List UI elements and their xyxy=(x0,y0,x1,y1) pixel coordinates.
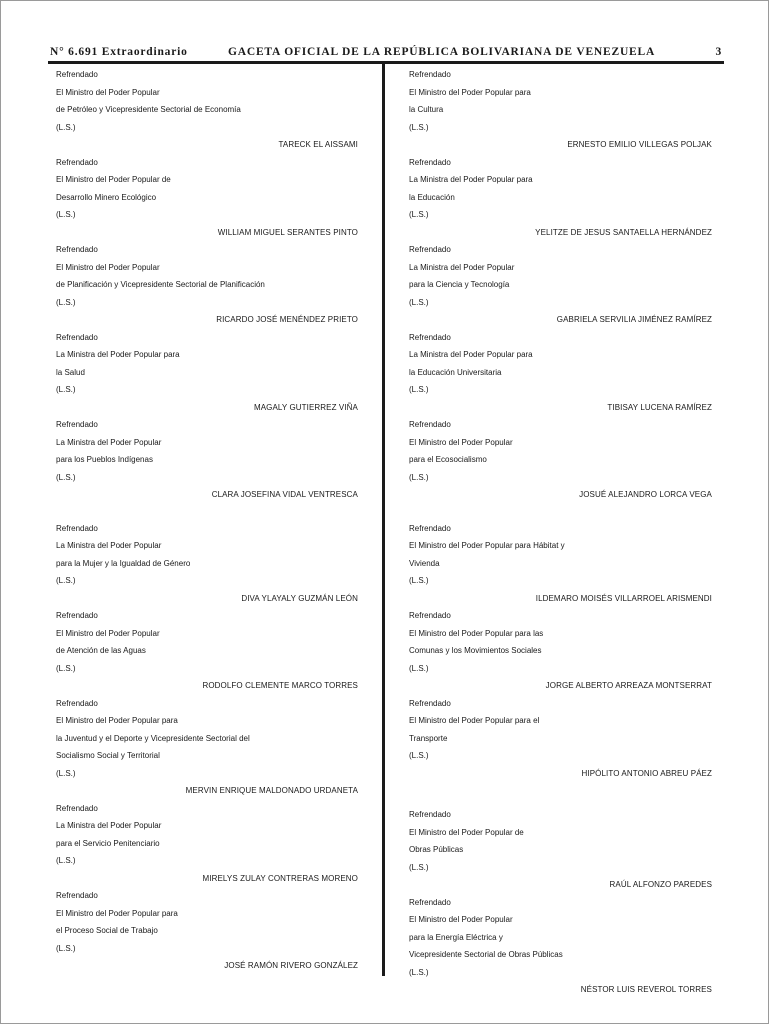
page-number: 3 xyxy=(715,46,722,58)
refrendado-label: Refrendado xyxy=(56,70,98,79)
minister-name: MERVIN ENRIQUE MALDONADO URDANETA xyxy=(185,786,358,795)
ministry-line: Desarrollo Minero Ecológico xyxy=(56,192,157,202)
seal-label: (L.S.) xyxy=(56,856,76,865)
signature-block xyxy=(56,66,358,154)
refrendado-label: Refrendado xyxy=(56,698,98,708)
signature-block xyxy=(409,894,712,999)
seal-label: (L.S.) xyxy=(56,472,76,482)
seal-label: (L.S.) xyxy=(409,297,429,307)
refrendado-label: Refrendado xyxy=(56,245,98,254)
seal-label: (L.S.) xyxy=(56,943,76,953)
ministry-line: El Ministro del Poder Popular xyxy=(56,87,160,97)
issue-number: N° 6.691 Extraordinario xyxy=(50,46,188,58)
minister-name: JORGE ALBERTO ARREAZA MONTSERRAT xyxy=(545,681,712,690)
ministry-line: El Ministro del Poder Popular xyxy=(409,437,513,447)
refrendado-label: Refrendado xyxy=(409,157,451,167)
seal-label: (L.S.) xyxy=(409,122,429,132)
refrendado-label: Refrendado xyxy=(409,70,451,79)
ministry-line: Vivienda xyxy=(409,558,440,568)
minister-name: ERNESTO EMILIO VILLEGAS POLJAK xyxy=(567,140,712,149)
right-column xyxy=(409,66,712,999)
signature-block xyxy=(409,520,712,608)
spacer xyxy=(409,782,712,806)
ministry-line: Socialismo Social y Territorial xyxy=(56,751,160,760)
ministry-line: Obras Públicas xyxy=(409,845,464,854)
refrendado-label: Refrendado xyxy=(56,611,98,620)
minister-name: GABRIELA SERVILIA JIMÉNEZ RAMÍREZ xyxy=(556,315,712,324)
refrendado-label: Refrendado xyxy=(409,332,451,342)
signature-block xyxy=(56,800,358,888)
minister-name: CLARA JOSEFINA VIDAL VENTRESCA xyxy=(211,490,358,499)
ministry-line: para el Ecosocialismo xyxy=(409,455,487,464)
refrendado-label: Refrendado xyxy=(409,523,451,533)
seal-label: (L.S.) xyxy=(56,210,76,219)
signature-block xyxy=(409,329,712,417)
seal-label: (L.S.) xyxy=(56,768,76,778)
ministry-line: El Ministro del Poder Popular de xyxy=(56,175,171,184)
ministry-line: el Proceso Social de Trabajo xyxy=(56,926,158,935)
ministry-line: de Atención de las Aguas xyxy=(56,646,146,655)
minister-name: MIRELYS ZULAY CONTRERAS MORENO xyxy=(202,873,358,883)
signature-block xyxy=(56,241,358,329)
seal-label: (L.S.) xyxy=(409,751,429,760)
ministry-line: Comunas y los Movimientos Sociales xyxy=(409,646,542,655)
seal-label: (L.S.) xyxy=(409,576,429,585)
seal-label: (L.S.) xyxy=(56,385,76,394)
gazette-title: GACETA OFICIAL DE LA REPÚBLICA BOLIVARIANA DE VENEZUELA xyxy=(228,46,656,58)
signature-block xyxy=(409,66,712,154)
minister-name: TIBISAY LUCENA RAMÍREZ xyxy=(607,402,712,412)
ministry-line: La Ministra del Poder Popular xyxy=(56,821,162,830)
minister-name: WILLIAM MIGUEL SERANTES PINTO xyxy=(217,227,358,237)
ministry-line: El Ministro del Poder Popular para Hábitat y xyxy=(409,541,565,550)
refrendado-label: Refrendado xyxy=(409,245,451,254)
refrendado-label: Refrendado xyxy=(56,420,98,429)
ministry-line: la Educación xyxy=(409,192,455,202)
minister-name: RAÚL ALFONZO PAREDES xyxy=(609,880,712,889)
ministry-line: La Ministra del Poder Popular xyxy=(56,437,162,447)
left-column xyxy=(56,66,358,975)
ministry-line: para la Ciencia y Tecnología xyxy=(409,280,510,289)
seal-label: (L.S.) xyxy=(409,472,429,482)
refrendado-label: Refrendado xyxy=(56,157,98,167)
ministry-line: La Ministra del Poder Popular para xyxy=(56,350,180,359)
refrendado-label: Refrendado xyxy=(409,420,451,429)
ministry-line: de Petróleo y Vicepresidente Sectorial de Economía xyxy=(56,105,241,114)
ministry-line: El Ministro del Poder Popular de xyxy=(409,827,524,837)
ministry-line: la Cultura xyxy=(409,105,444,114)
signature-block xyxy=(56,607,358,695)
ministry-line: El Ministro del Poder Popular para las xyxy=(409,628,544,638)
signature-block xyxy=(409,607,712,695)
signature-block xyxy=(409,241,712,329)
refrendado-label: Refrendado xyxy=(409,611,451,620)
minister-name: HIPÓLITO ANTONIO ABREU PÁEZ xyxy=(581,768,712,778)
signature-block xyxy=(56,329,358,417)
ministry-line: El Ministro del Poder Popular xyxy=(409,915,513,924)
signature-block xyxy=(409,416,712,504)
page-header xyxy=(50,46,722,60)
seal-label: (L.S.) xyxy=(56,122,76,132)
ministry-line: El Ministro del Poder Popular xyxy=(56,628,160,638)
minister-name: JOSÉ RAMÓN RIVERO GONZÁLEZ xyxy=(224,961,358,970)
signature-block xyxy=(56,416,358,504)
minister-name: RICARDO JOSÉ MENÉNDEZ PRIETO xyxy=(216,315,358,324)
signature-block xyxy=(409,695,712,783)
ministry-line: Vicepresidente Sectorial de Obras Públicas xyxy=(409,950,563,959)
seal-label: (L.S.) xyxy=(409,862,429,872)
minister-name: NÉSTOR LUIS REVEROL TORRES xyxy=(580,985,712,994)
ministry-line: El Ministro del Poder Popular para el xyxy=(409,716,540,725)
signature-block xyxy=(56,154,358,242)
signature-block xyxy=(56,887,358,975)
ministry-line: Transporte xyxy=(409,733,448,743)
minister-name: TARECK EL AISSAMI xyxy=(278,140,358,149)
refrendado-label: Refrendado xyxy=(409,698,451,708)
minister-name: MAGALY GUTIERREZ VIÑA xyxy=(253,402,358,412)
minister-name: YELITZE DE JESUS SANTAELLA HERNÁNDEZ xyxy=(535,227,712,237)
signature-block xyxy=(56,520,358,608)
seal-label: (L.S.) xyxy=(56,297,76,307)
seal-label: (L.S.) xyxy=(409,967,429,977)
ministry-line: La Ministra del Poder Popular para xyxy=(409,350,533,359)
ministry-line: la Salud xyxy=(56,367,85,377)
ministry-line: para el Servicio Penitenciario xyxy=(56,838,160,848)
seal-label: (L.S.) xyxy=(409,385,429,394)
ministry-line: de Planificación y Vicepresidente Sectorial de Planificación xyxy=(56,280,265,289)
refrendado-label: Refrendado xyxy=(409,810,451,819)
ministry-line: la Educación Universitaria xyxy=(409,367,502,377)
minister-name: RODOLFO CLEMENTE MARCO TORRES xyxy=(202,681,358,690)
ministry-line: para la Mujer y la Igualdad de Género xyxy=(56,558,191,568)
header-rule xyxy=(48,61,724,64)
ministry-line: la Juventud y el Deporte y Vicepresidente Sectorial del xyxy=(56,733,250,743)
seal-label: (L.S.) xyxy=(409,663,429,673)
column-divider xyxy=(382,64,385,976)
seal-label: (L.S.) xyxy=(56,576,76,585)
seal-label: (L.S.) xyxy=(56,663,76,673)
refrendado-label: Refrendado xyxy=(409,897,451,907)
ministry-line: para los Pueblos Indígenas xyxy=(56,455,153,464)
signature-block xyxy=(409,806,712,894)
spacer xyxy=(56,504,358,520)
refrendado-label: Refrendado xyxy=(56,803,98,813)
refrendado-label: Refrendado xyxy=(56,523,98,533)
ministry-line: El Ministro del Poder Popular xyxy=(56,262,160,272)
signature-block xyxy=(56,695,358,800)
signature-block xyxy=(409,154,712,242)
minister-name: ILDEMARO MOISÉS VILLARROEL ARISMENDI xyxy=(535,593,712,603)
refrendado-label: Refrendado xyxy=(56,891,98,900)
ministry-line: El Ministro del Poder Popular para xyxy=(56,716,178,725)
minister-name: DIVA YLAYALY GUZMÁN LEÓN xyxy=(241,593,358,603)
ministry-line: El Ministro del Poder Popular para xyxy=(56,908,178,918)
ministry-line: La Ministra del Poder Popular xyxy=(56,541,162,550)
minister-name: JOSUÉ ALEJANDRO LORCA VEGA xyxy=(579,490,712,499)
ministry-line: La Ministra del Poder Popular xyxy=(409,262,515,272)
ministry-line: El Ministro del Poder Popular para xyxy=(409,87,531,97)
ministry-line: La Ministra del Poder Popular para xyxy=(409,175,533,184)
seal-label: (L.S.) xyxy=(409,210,429,219)
refrendado-label: Refrendado xyxy=(56,332,98,342)
spacer xyxy=(409,504,712,520)
ministry-line: para la Energía Eléctrica y xyxy=(409,932,503,942)
